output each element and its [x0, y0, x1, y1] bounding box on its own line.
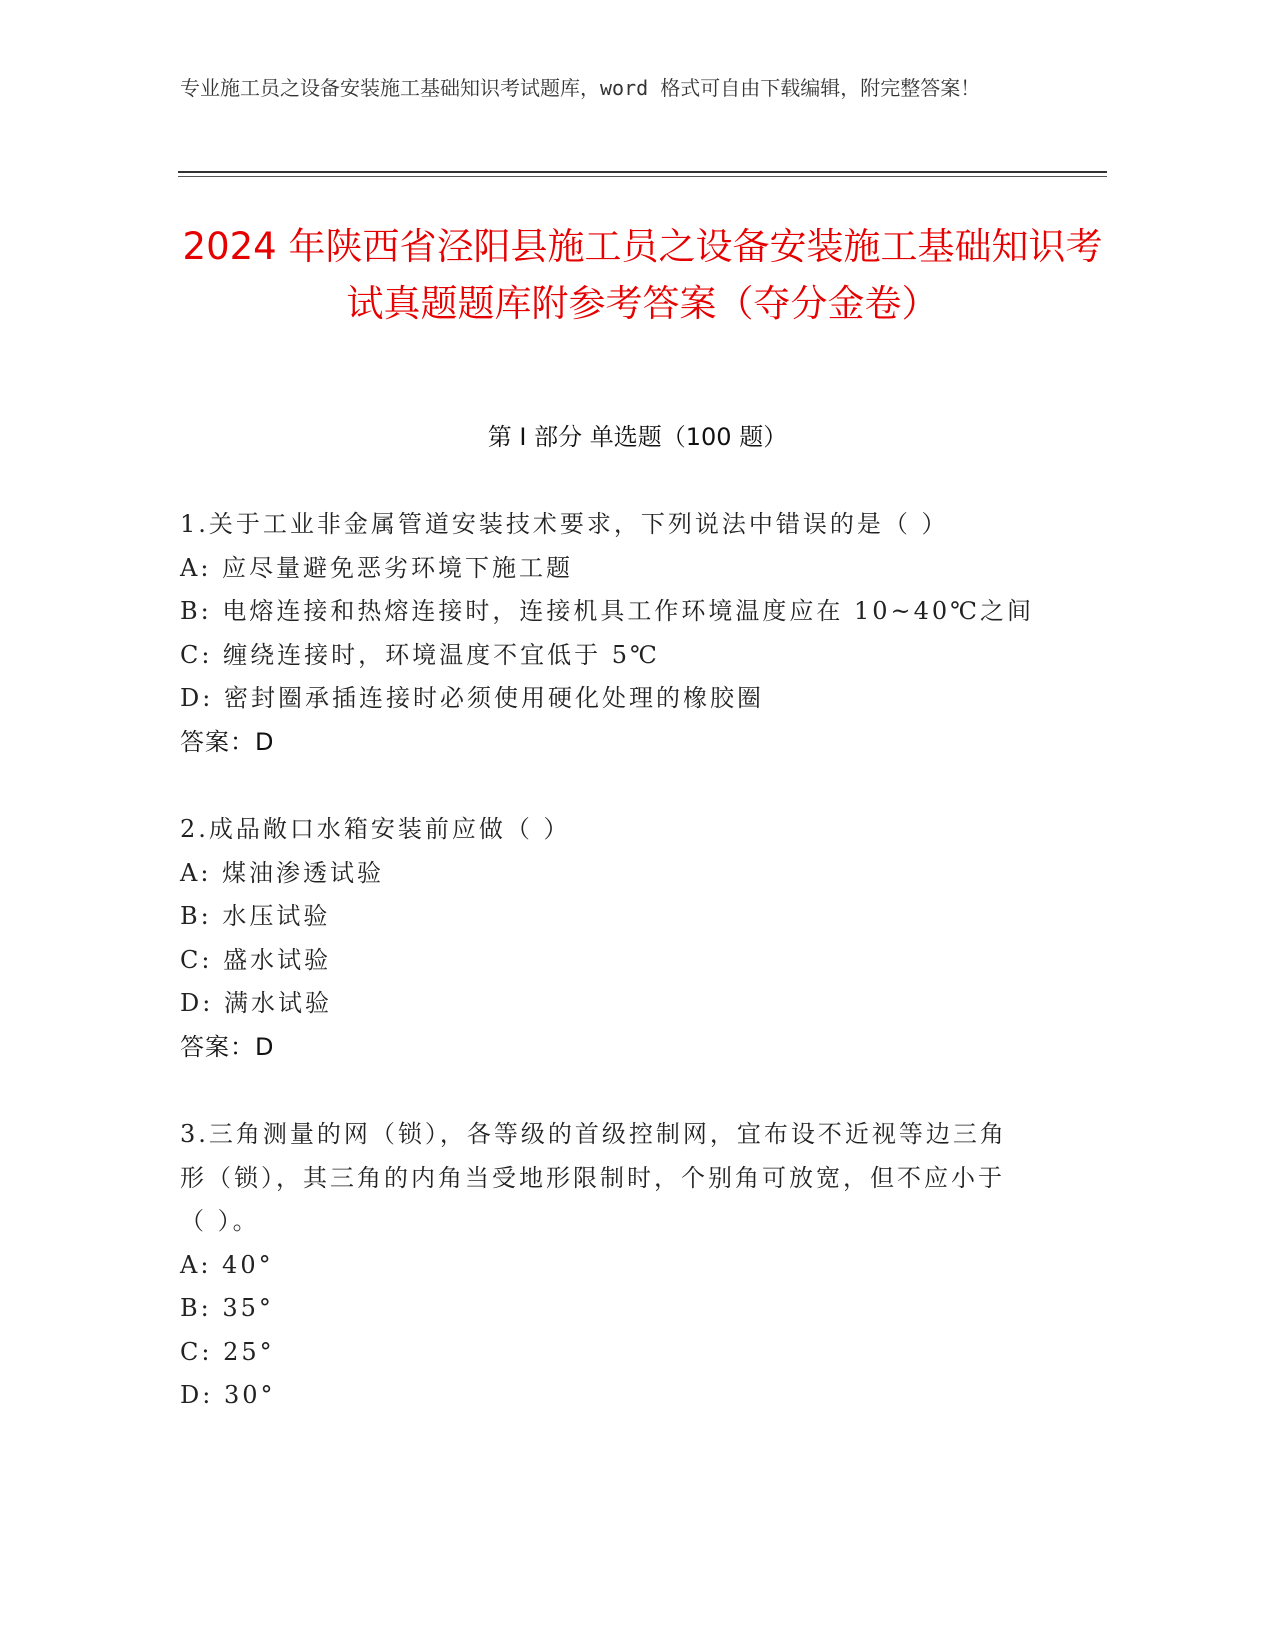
option-d: D: 30°	[180, 1381, 276, 1409]
question-stem: 3.三角测量的网（锁），各等级的首级控制网，宜布设不近视等边三角形（锁），其三角的内角当受地形限制时，个别角可放宽，但不应小于（ ）。	[180, 1120, 1007, 1235]
option-c: C: 缠绕连接时，环境温度不宜低于 5℃	[180, 640, 660, 669]
option-d: D: 密封圈承插连接时必须使用硬化处理的橡胶圈	[180, 684, 764, 712]
option-d: D: 满水试验	[180, 989, 332, 1017]
header-divider-thin	[178, 176, 1107, 177]
section-heading: 第 I 部分 单选题（100 题）	[487, 423, 788, 451]
option-a: A: 40°	[180, 1250, 274, 1279]
header-divider-thick	[178, 171, 1107, 173]
option-c: C: 盛水试验	[180, 945, 332, 974]
option-b: B: 水压试验	[180, 902, 331, 930]
document-title: 2024 年陕西省泾阳县施工员之设备安装施工基础知识考试真题题库附参考答案（夺分金卷）	[182, 225, 1103, 325]
option-a: A: 煤油渗透试验	[180, 858, 385, 887]
question-3	[180, 1113, 1030, 1418]
question-1	[180, 503, 1035, 764]
option-a: A: 应尽量避免恶劣环境下施工题	[180, 553, 574, 582]
page-header-note: 专业施工员之设备安装施工基础知识考试题库，word 格式可自由下载编辑，附完整答案！	[180, 76, 981, 100]
option-b: B: 电熔连接和热熔连接时，连接机具工作环境温度应在 10~40℃之间	[180, 597, 1035, 625]
question-stem: 2.成品敞口水箱安装前应做（ ）	[180, 815, 571, 843]
option-b: B: 35°	[180, 1294, 274, 1322]
answer-line: 答案：D	[180, 1032, 275, 1061]
option-c: C: 25°	[180, 1337, 275, 1366]
answer-line: 答案：D	[180, 727, 275, 756]
question-2	[180, 808, 1030, 1069]
question-stem: 1.关于工业非金属管道安装技术要求，下列说法中错误的是（ ）	[180, 510, 949, 538]
